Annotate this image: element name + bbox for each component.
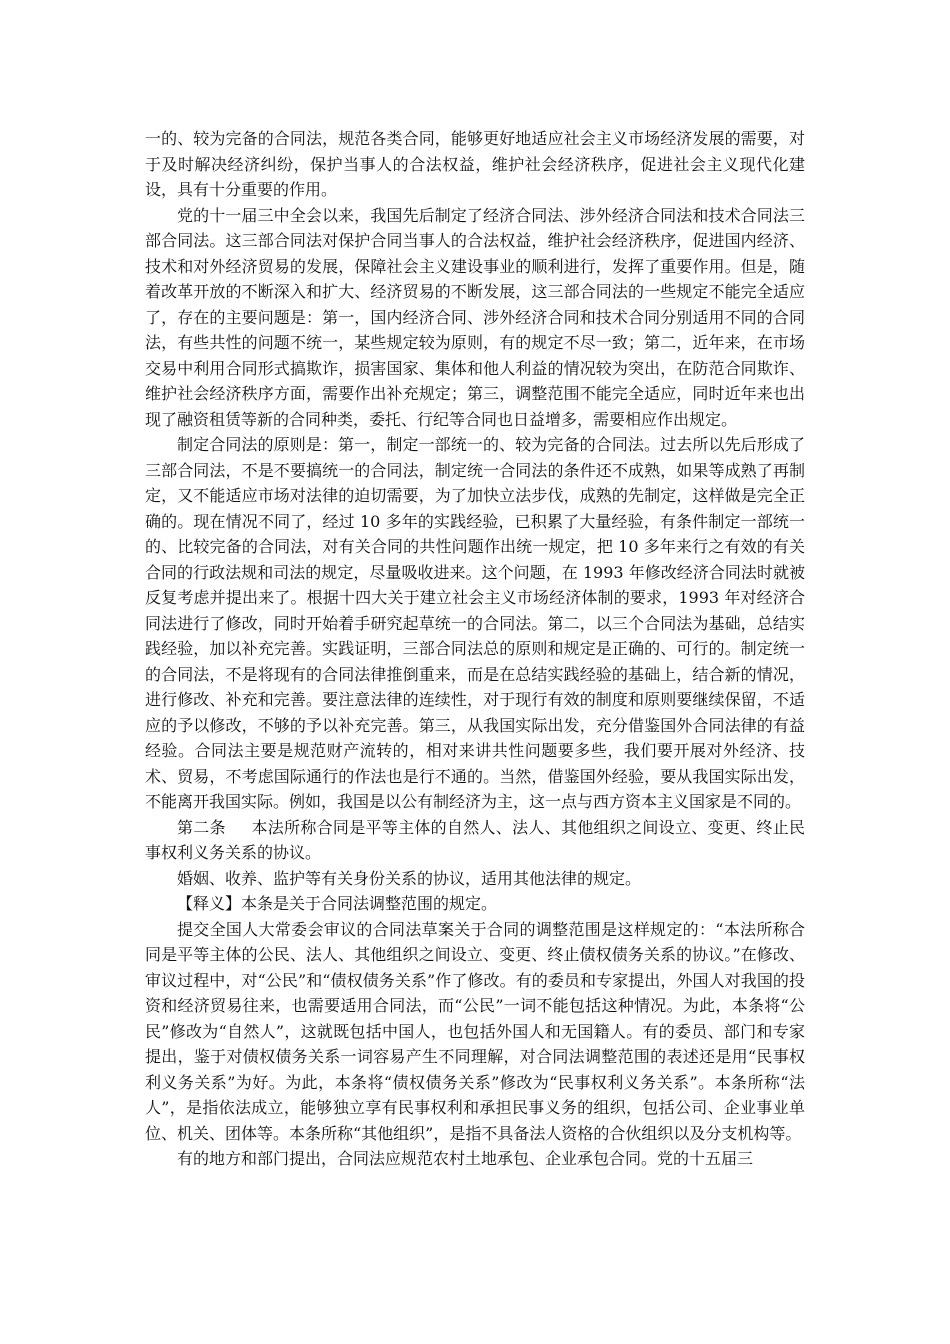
paragraph-principles: 制定合同法的原则是：第一，制定一部统一的、较为完备的合同法。过去所以先后形成了三部合同法，不是不要搞统一的合同法，制定统一合同法的条件还不成熟，如果等成熟了再制定，又不能适应市场对法律的迫切需要，为了加快立法步伐，成熟的先制定，这样做是完全正确的。现在情况不同了，经过 10 多年的实践经验，已积累了大量经验，有条件制定一部统一的、比较完备的合同法，对有关合同的共性问题作出统一规定，把 10 多年来行之有效的有关合同的行政法规和司法的规定，尽量吸收进来。这个问题，在 1993 年修改经济合同法时就被反复考虑并提出来了。根据十四大关于建立社会主义市场经济体制的要求，1993 年对经济合同法进行了修改，同时开始着手研究起草统一的合同法。第二，以三个合同法为基础，总结实践经验，加以补充完善。实践证明，三部合同法总的原则和规定是正确的、可行的。制定统一的合同法，不是将现有的合同法律推倒重来，而是在总结实践经验的基础上，结合新的情况，进行修改、补充和完善。要注意法律的连续性，对于现行有效的制度和原则要继续保留，不适应的予以修改，不够的予以补充完善。第三，从我国实际出发，充分借鉴国外合同法律的有益经验。合同法主要是规范财产流转的，相对来讲共性问题要多些，我们要开展对外经济、技术、贸易，不考虑国际通行的作法也是行不通的。当然，借鉴国外经验，要从我国实际出发，不能离开我国实际。例如，我国是以公有制经济为主，这一点与西方资本主义国家是不同的。 [145, 435, 805, 811]
interpretation-heading: 【释义】本条是关于合同法调整范围的规定。 [177, 894, 498, 913]
article-2 [145, 815, 805, 866]
article-2-clause-2: 婚姻、收养、监护等有关身份关系的协议，适用其他法律的规定。 [177, 868, 642, 888]
paragraph-continuation: 一的、较为完备的合同法，规范各类合同，能够更好地适应社会主义市场经济发展的需要，对于及时解决经济纠纷，保护当事人的合法权益，维护社会经济秩序，促进社会主义现代化建设，具有十分重要的作用。 [145, 129, 805, 199]
paragraph-interpretation: 提交全国人大常委会审议的合同法草案关于合同的调整范围是这样规定的：“本法所称合同是平等主体的公民、法人、其他组织之间设立、变更、终止债权债务关系的协议。”在修改、审议过程中，对“公民”和“债权债务关系”作了修改。有的委员和专家提出，外国人对我国的投资和经济贸易往来，也需要适用合同法，而“公民”一词不能包括这种情况。为此，本条将“公民”修改为“自然人”，这就既包括中国人，也包括外国人和无国籍人。有的委员、部门和专家提出，鉴于对债权债务关系一词容易产生不同理解，对合同法调整范围的表述还是用“民事权利义务关系”为好。为此，本条将“债权债务关系”修改为“民事权利义务关系”。本条所称“法人”，是指依法成立，能够独立享有民事权利和承担民事义务的组织，包括公司、企业事业单位、机关、团体等。本条所称“其他组织”，是指不具备法人资格的合伙组织以及分支机构等。 [145, 919, 805, 1143]
paragraph-last: 有的地方和部门提出，合同法应规范农村土地承包、企业承包合同。党的十五届三 [177, 1149, 754, 1168]
article-text: 本法所称合同是平等主体的自然人、法人、其他组织之间设立、变更、终止民事权利义务关系的协议。 [145, 817, 805, 862]
article-number: 第二条 [177, 817, 226, 837]
paragraph-background: 党的十一届三中全会以来，我国先后制定了经济合同法、涉外经济合同法和技术合同法三部合同法。这三部合同法对保护合同当事人的合法权益，维护社会经济秩序，促进国内经济、技术和对外经济贸易的发展，保障社会主义建设事业的顺利进行，发挥了重要作用。但是，随着改革开放的不断深入和扩大、经济贸易的不断发展，这三部合同法的一些规定不能完全适应了，存在的主要问题是：第一，国内经济合同、涉外经济合同和技术合同分别适用不同的合同法，有些共性的问题不统一，某些规定较为原则，有的规定不尽一致；第二，近年来，在市场交易中利用合同形式搞欺诈，损害国家、集体和他人利益的情况较为突出，在防范合同欺诈、维护社会经济秩序方面，需要作出补充规定；第三，调整范围不能完全适应，同时近年来也出现了融资租赁等新的合同种类，委托、行纪等合同也日益增多，需要相应作出规定。 [145, 205, 805, 429]
document-body [145, 126, 805, 1172]
